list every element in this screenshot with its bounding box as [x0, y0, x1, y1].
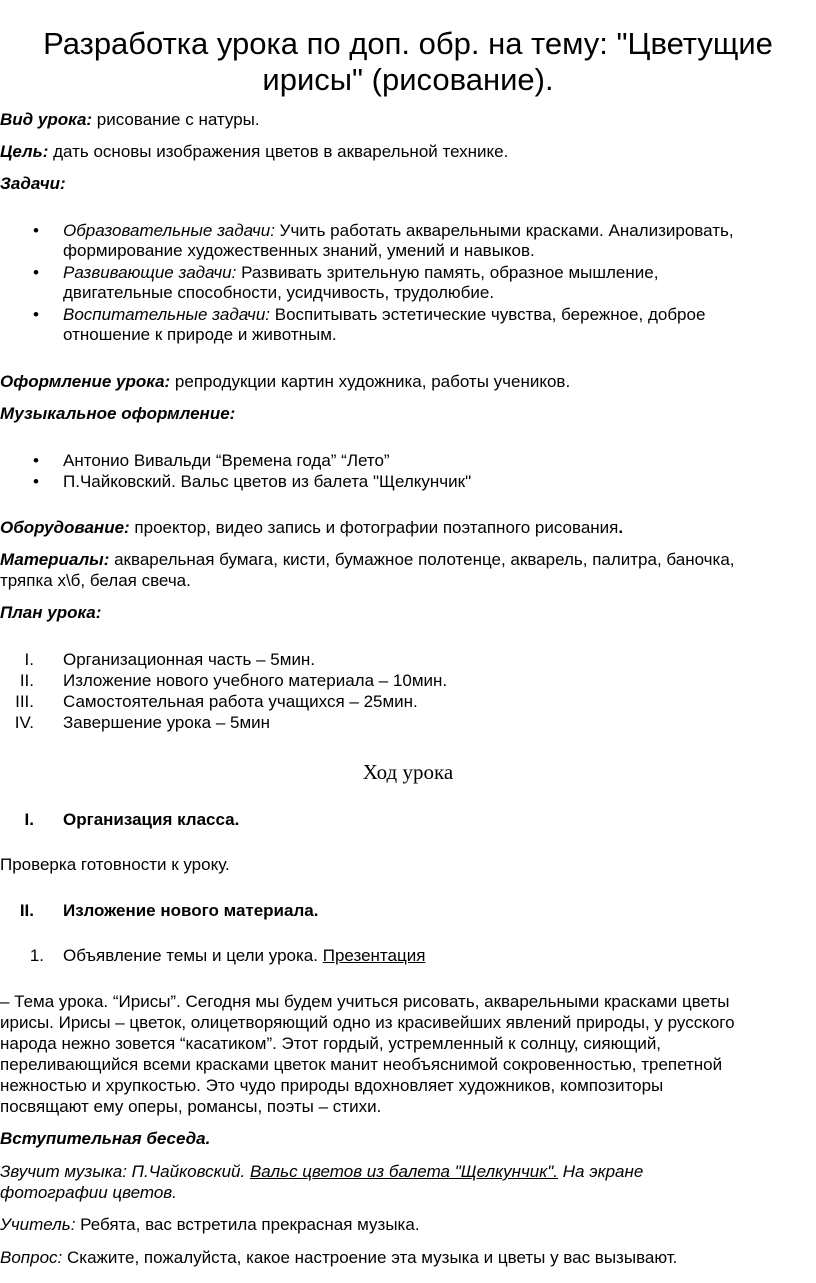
music-label: Музыкальное оформление:: [0, 404, 236, 423]
title-line-1: Разработка урока по доп. обр. на тему: "Цветущие: [43, 26, 773, 61]
lesson-type-label: Вид урока:: [0, 110, 93, 129]
plan-number: III.: [15, 692, 34, 711]
bullet-icon: •: [33, 472, 39, 491]
music-note: [0, 1162, 643, 1182]
task-line-1: [63, 305, 705, 325]
question-label: Вопрос:: [0, 1248, 63, 1267]
plan-number: I.: [24, 650, 34, 669]
task-text: Учить работать акварельными красками. Анализировать,: [274, 221, 734, 240]
equipment-end: .: [618, 518, 624, 537]
bullet-icon: •: [33, 263, 39, 282]
task-line-1: [63, 263, 658, 283]
plan-number: II.: [19, 671, 34, 690]
lesson-goal: [0, 142, 508, 162]
bullet-icon: •: [33, 221, 39, 240]
materials: [0, 550, 735, 570]
paragraph-line: посвящают ему оперы, романсы, поэты – стихи.: [0, 1097, 382, 1116]
plan-label: План урока:: [0, 603, 102, 622]
lesson-design: [0, 372, 570, 392]
presentation-link[interactable]: Презентация: [322, 946, 426, 965]
question-text: Скажите, пожалуйста, какое настроение эта музыка и цветы у вас вызывают.: [62, 1248, 678, 1267]
paragraph-line: ирисы. Ирисы – цветок, олицетворяющий одно из красивейших явлений природы, у русского: [0, 1013, 735, 1032]
teacher-label: Учитель:: [0, 1215, 76, 1234]
materials-line-2: тряпка х\б, белая свеча.: [0, 571, 191, 590]
section-number: I.: [24, 810, 34, 829]
task-text: Развивать зрительную память, образное мышление,: [236, 263, 659, 282]
paragraph-line: – Тема урока. “Ирисы”. Сегодня мы будем учиться рисовать, акварельными красками цветы: [0, 992, 730, 1011]
step-label: Объявление темы и цели урока.: [63, 946, 323, 965]
music-heading: [0, 404, 235, 424]
plan-heading: [0, 603, 101, 623]
goal-value: дать основы изображения цветов в акварельной технике.: [48, 142, 509, 161]
bullet-icon: •: [33, 451, 39, 470]
task-line-2: отношение к природе и животным.: [63, 325, 337, 344]
teacher-text: Ребята, вас встретила прекрасная музыка.: [75, 1215, 420, 1234]
task-line-2: двигательные способности, усидчивость, трудолюбие.: [63, 283, 495, 302]
goal-label: Цель:: [0, 142, 49, 161]
plan-text: Организационная часть – 5мин.: [63, 650, 316, 669]
music-item: Антонио Вивальди “Времена года” “Лето”: [63, 451, 390, 470]
music-item: П.Чайковский. Вальс цветов из балета "Щелкунчик": [63, 472, 472, 491]
lesson-type-value: рисование с натуры.: [92, 110, 260, 129]
task-label: Образовательные задачи:: [63, 221, 275, 240]
lesson-type: [0, 110, 260, 130]
paragraph-line: нежностью и хрупкостью. Это чудо природы вдохновляет художников, композиторы: [0, 1076, 664, 1095]
bullet-icon: •: [33, 305, 39, 324]
document-title: [0, 26, 816, 98]
task-line-2: формирование художественных знаний, умений и навыков.: [63, 241, 535, 260]
plan-text: Изложение нового учебного материала – 10мин.: [63, 671, 448, 690]
paragraph-line: переливающийся всеми красками цветок манит необъяснимой сокровенностью, трепетной: [0, 1055, 723, 1074]
design-value: репродукции картин художника, работы учеников.: [170, 372, 571, 391]
music-note-tail: На экране: [558, 1162, 644, 1181]
tasks-label: Задачи:: [0, 174, 66, 193]
waltz-link[interactable]: Вальс цветов из балета "Щелкунчик".: [249, 1162, 559, 1181]
materials-label: Материалы:: [0, 550, 110, 569]
plan-number: IV.: [14, 713, 34, 732]
section-title: Организация класса.: [63, 810, 240, 829]
paragraph-line: народа нежно зовется “касатиком”. Этот гордый, устремленный к солнцу, сияющий,: [0, 1034, 662, 1053]
section-number: II.: [19, 901, 34, 920]
equipment: [0, 518, 623, 538]
materials-value: акварельная бумага, кисти, бумажное полотенце, акварель, палитра, баночка,: [109, 550, 735, 569]
task-label: Воспитательные задачи:: [63, 305, 271, 324]
plan-text: Самостоятельная работа учащихся – 25мин.: [63, 692, 418, 711]
music-note-text: Звучит музыка: П.Чайковский.: [0, 1162, 250, 1181]
task-text: Воспитывать эстетические чувства, бережное, доброе: [270, 305, 706, 324]
equipment-label: Оборудование:: [0, 518, 130, 537]
section-1-text: Проверка готовности к уроку.: [0, 855, 230, 874]
course-heading: Ход урока: [362, 760, 454, 784]
step-number: 1.: [29, 946, 44, 965]
task-line-1: [63, 221, 734, 241]
teacher-line: [0, 1215, 420, 1235]
step-text: [63, 946, 425, 966]
music-note-line-2: фотографии цветов.: [0, 1183, 177, 1202]
title-line-2: ирисы" (рисование).: [262, 62, 554, 97]
design-label: Оформление урока:: [0, 372, 171, 391]
equipment-value: проектор, видео запись и фотографии поэтапного рисования: [129, 518, 619, 537]
section-title: Изложение нового материала.: [63, 901, 319, 920]
intro-talk-heading: Вступительная беседа.: [0, 1129, 211, 1148]
task-label: Развивающие задачи:: [63, 263, 237, 282]
plan-text: Завершение урока – 5мин: [63, 713, 271, 732]
tasks-heading: [0, 174, 66, 194]
question-line: [0, 1248, 677, 1268]
